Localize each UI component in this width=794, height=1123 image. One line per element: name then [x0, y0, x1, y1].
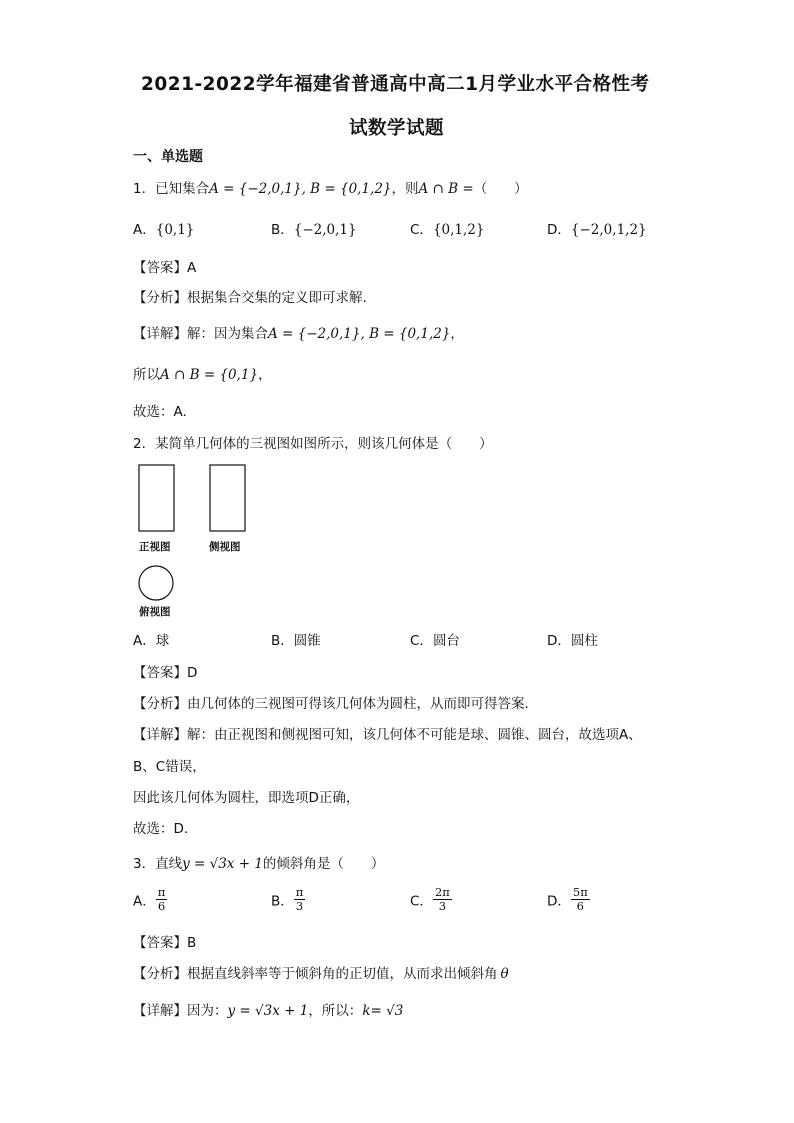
detail-text: 因为：	[187, 1003, 228, 1019]
q1-option-c[interactable]	[410, 218, 484, 238]
fraction-denominator: 6	[157, 899, 166, 913]
option-value: 球	[155, 633, 170, 649]
option-label: B．	[271, 222, 294, 238]
front-view-rectangle	[139, 465, 174, 531]
q3-analysis	[133, 962, 509, 982]
section-header: 一、单选题	[133, 149, 203, 165]
q1-answer	[133, 256, 196, 276]
analysis-tag: 【分析】	[133, 696, 187, 712]
detail-text: 解：由正视图和侧视图可知，该几何体不可能是球、圆锥、圆台，故选项A、	[187, 727, 642, 743]
answer-tag: 【答案】	[133, 665, 187, 681]
option-value: 圆锥	[293, 633, 321, 649]
question-1-stem	[133, 177, 528, 197]
q3-option-c[interactable]	[410, 886, 452, 913]
fraction-numerator: 2π	[434, 885, 450, 899]
option-value: 圆柱	[570, 633, 598, 649]
detail-tag: 【详解】	[133, 1003, 187, 1019]
page-title: 2021-2022学年福建省普通高中高二1月学业水平合格性考	[141, 74, 650, 95]
q1-option-b[interactable]	[271, 218, 357, 238]
q2-detail-line1	[133, 723, 642, 743]
three-view-figure	[130, 460, 260, 620]
option-fraction	[433, 886, 452, 913]
analysis-text: 根据直线斜率等于倾斜角的正切值，从而求出倾斜角	[187, 966, 498, 982]
answer-value: D	[187, 665, 198, 681]
fraction-numerator: π	[295, 885, 304, 899]
q1-detail-line1	[133, 322, 464, 342]
detail-text: 解：因为集合	[187, 326, 268, 342]
answer-tag: 【答案】	[133, 935, 187, 951]
q2-analysis	[133, 692, 529, 712]
q1-math: A = {−2,0,1}, B = {0,1,2}	[209, 181, 392, 197]
top-view-circle	[139, 566, 173, 600]
detail-math: y = √3x + 1	[227, 1003, 309, 1019]
side-view-label: 侧视图	[209, 541, 241, 553]
top-view-label: 俯视图	[139, 606, 171, 618]
answer-value: A	[187, 260, 197, 276]
q1-detail-line3: 故选：A.	[133, 404, 187, 420]
fraction-numerator: 5π	[572, 885, 588, 899]
q2-option-d[interactable]	[547, 629, 598, 649]
answer-value: B	[187, 935, 197, 951]
fraction-numerator: π	[157, 885, 166, 899]
q3-prefix: 3．直线	[133, 856, 183, 872]
option-label: D．	[547, 222, 571, 238]
analysis-tag: 【分析】	[133, 290, 187, 306]
option-value: {0,1,2}	[432, 222, 485, 238]
option-value: {−2,0,1}	[293, 222, 357, 238]
q1-end: （ ）	[473, 181, 528, 197]
question-2-stem: 2．某简单几何体的三视图如图所示，则该几何体是（ ）	[133, 436, 493, 452]
q2-option-b[interactable]	[271, 629, 321, 649]
option-label: A．	[133, 222, 156, 238]
fraction-denominator: 3	[438, 899, 447, 913]
detail-text: ，所以：	[308, 1003, 363, 1019]
detail-math: A = {−2,0,1}, B = {0,1,2}	[268, 326, 451, 342]
q2-detail-line2: B、C错误，	[133, 759, 206, 775]
option-value: 圆台	[432, 633, 460, 649]
option-label: B．	[271, 893, 294, 910]
q3-detail	[133, 999, 403, 1019]
q1-option-a[interactable]	[133, 218, 194, 238]
front-view-label: 正视图	[139, 541, 171, 553]
option-fraction	[156, 886, 168, 913]
option-label: A．	[133, 893, 156, 910]
q2-answer	[133, 661, 197, 681]
q3-option-d[interactable]	[547, 886, 590, 913]
analysis-tag: 【分析】	[133, 966, 187, 982]
q2-detail-line3: 因此该几何体为圆柱，即选项D正确，	[133, 790, 360, 806]
detail-tag: 【详解】	[133, 727, 187, 743]
q2-option-c[interactable]	[410, 629, 460, 649]
q2-option-a[interactable]	[133, 629, 169, 649]
option-label: D．	[547, 893, 571, 910]
side-view-rectangle	[210, 465, 245, 531]
option-label: D．	[547, 633, 571, 649]
answer-tag: 【答案】	[133, 260, 187, 276]
q3-option-a[interactable]	[133, 886, 167, 913]
q3-math: y = √3x + 1	[182, 856, 263, 872]
detail-math: A ∩ B = {0,1}	[160, 367, 259, 383]
detail-tag: 【详解】	[133, 326, 187, 342]
q1-option-d[interactable]	[547, 218, 647, 238]
detail-text: 所以	[133, 367, 160, 383]
page-title-line2: 试数学试题	[349, 118, 445, 139]
option-value: {−2,0,1,2}	[570, 222, 647, 238]
fraction-denominator: 6	[576, 899, 584, 913]
option-label: C．	[410, 633, 433, 649]
detail-text: ，	[450, 326, 464, 342]
q3-answer	[133, 931, 196, 951]
q1-detail-line2	[133, 363, 272, 383]
option-fraction	[571, 886, 590, 913]
q3-end: 的倾斜角是（ ）	[262, 856, 385, 872]
detail-text: ，	[258, 367, 272, 383]
option-label: C．	[410, 893, 433, 910]
q2-detail-line4: 故选：D.	[133, 821, 189, 837]
analysis-text: 由几何体的三视图可得该几何体为圆柱，从而即可得答案.	[187, 696, 529, 712]
q1-analysis	[133, 286, 367, 306]
question-3-stem	[133, 852, 384, 872]
q1-math2: A ∩ B =	[418, 181, 474, 197]
fraction-denominator: 3	[295, 899, 304, 913]
option-label: C．	[410, 222, 433, 238]
q3-option-b[interactable]	[271, 886, 305, 913]
q1-prefix: 1．已知集合	[133, 181, 210, 197]
option-label: B．	[271, 633, 294, 649]
detail-math: k= √3	[362, 1003, 404, 1019]
analysis-text: 根据集合交集的定义即可求解.	[187, 290, 367, 306]
option-label: A．	[133, 633, 156, 649]
option-fraction	[294, 886, 306, 913]
option-value: {0,1}	[155, 222, 195, 238]
q1-mid: ，则	[391, 181, 419, 197]
theta-symbol: θ	[500, 966, 509, 982]
